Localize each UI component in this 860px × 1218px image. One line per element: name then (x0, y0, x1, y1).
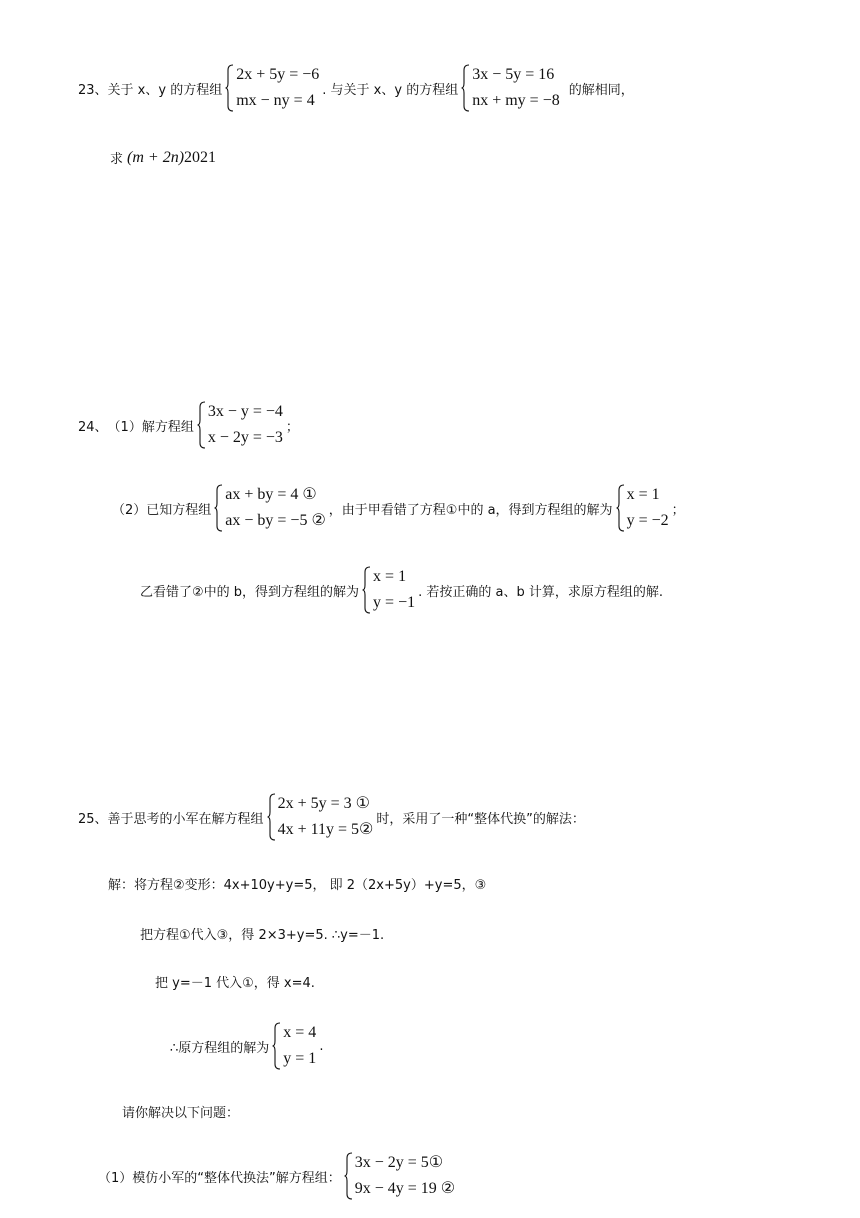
brace-icon (344, 1152, 353, 1200)
equation: 2x + 5y = 3 ① (277, 795, 370, 812)
q25-step2-text: 把方程①代入③，得 2×3+y=5. ∴y=－1. (140, 928, 385, 943)
equation: 3x − y = −4 (207, 403, 283, 420)
equation: y = 1 (283, 1050, 317, 1067)
q25-prompt (122, 1102, 239, 1121)
q24-part3-post-text: . 若按正确的 a、b 计算，求原方程组的解. (418, 584, 663, 600)
q25-part1-text: （1）模仿小军的“整体代换法”解方程组： (98, 1170, 341, 1186)
q24-part1-end: ； (285, 419, 299, 435)
brace-icon (197, 401, 206, 449)
q25-intro-post-text: 时，采用了一种“整体代换”的解法： (376, 811, 585, 827)
q25-step3 (155, 972, 315, 991)
equation: 4x + 11y = 5② (277, 821, 374, 838)
equation: 2x + 5y = −6 (236, 66, 320, 83)
q25-step4 (170, 1022, 323, 1070)
q25-step4-end: . (319, 1038, 324, 1054)
brace-icon (267, 793, 276, 841)
q24-line2 (112, 484, 685, 532)
equation: ax − by = −5 ② (225, 512, 326, 529)
q24-part2-end: ； (671, 502, 685, 518)
q25-intro-text: 善于思考的小军在解方程组 (107, 811, 264, 827)
brace-icon (272, 1022, 281, 1070)
q24-line3 (140, 566, 663, 614)
q23-ask-exponent: 2021 (184, 148, 217, 166)
q24-line1 (78, 401, 299, 449)
q25-part1 (98, 1152, 458, 1200)
q24-part2-system (214, 484, 326, 532)
equation: y = −2 (626, 512, 669, 529)
q23-system-2 (461, 64, 560, 112)
q24-part2-middle-text: ，由于甲看错了方程①中的 a，得到方程组的解为 (328, 502, 613, 518)
q25-line1 (78, 793, 585, 841)
equation: x = 4 (283, 1024, 317, 1041)
equation: x = 1 (373, 568, 407, 585)
q24-part2-solution (616, 484, 669, 532)
equation: 9x − 4y = 19 ② (354, 1180, 456, 1197)
q24-part3-solution (362, 566, 415, 614)
q25-prompt-text: 请你解决以下问题： (122, 1106, 240, 1121)
q23-post-text: 的解相同， (568, 82, 634, 98)
equation: x − 2y = −3 (207, 429, 283, 446)
q25-number: 25、 (78, 811, 108, 827)
q24-part3-text: 乙看错了②中的 b，得到方程组的解为 (140, 584, 360, 600)
q25-step1-text: 解：将方程②变形：4x+10y+y=5， 即 2（2x+5y）+y=5，③ (108, 878, 487, 893)
q25-step1 (108, 874, 486, 893)
q25-step4-text: ∴原方程组的解为 (170, 1040, 270, 1056)
equation: x = 1 (626, 486, 660, 503)
q23-line2 (110, 148, 216, 167)
equation: ax + by = 4 ① (225, 486, 317, 503)
q23-number: 23、 (78, 82, 108, 98)
equation: 3x − 5y = 16 (472, 66, 555, 83)
q25-step4-solution (272, 1022, 316, 1070)
q25-step3-text: 把 y=－1 代入①，得 x=4. (155, 976, 315, 991)
q24-number: 24、 (78, 419, 108, 435)
brace-icon (362, 566, 371, 614)
q24-part1-label: （1）解方程组 (107, 419, 194, 435)
q24-part2-label: （2）已知方程组 (112, 502, 212, 518)
brace-icon (225, 64, 234, 112)
equation: 3x − 2y = 5① (354, 1154, 444, 1171)
q23-ask-text: 求 (110, 152, 124, 167)
brace-icon (616, 484, 625, 532)
brace-icon (461, 64, 470, 112)
q24-part1-system (197, 401, 283, 449)
q23-intro-text: 关于 x、y 的方程组 (107, 82, 223, 98)
q25-part1-system (344, 1152, 455, 1200)
q23-mid-text: . 与关于 x、y 的方程组 (322, 82, 459, 98)
q23-line1 (78, 64, 634, 112)
brace-icon (214, 484, 223, 532)
q25-intro-system (267, 793, 374, 841)
equation: y = −1 (373, 594, 416, 611)
equation: nx + my = −8 (472, 92, 560, 109)
q23-ask-expression: (m + 2n) (127, 148, 185, 166)
q25-step2 (140, 924, 384, 943)
equation: mx − ny = 4 (236, 92, 315, 109)
q23-system-1 (225, 64, 319, 112)
